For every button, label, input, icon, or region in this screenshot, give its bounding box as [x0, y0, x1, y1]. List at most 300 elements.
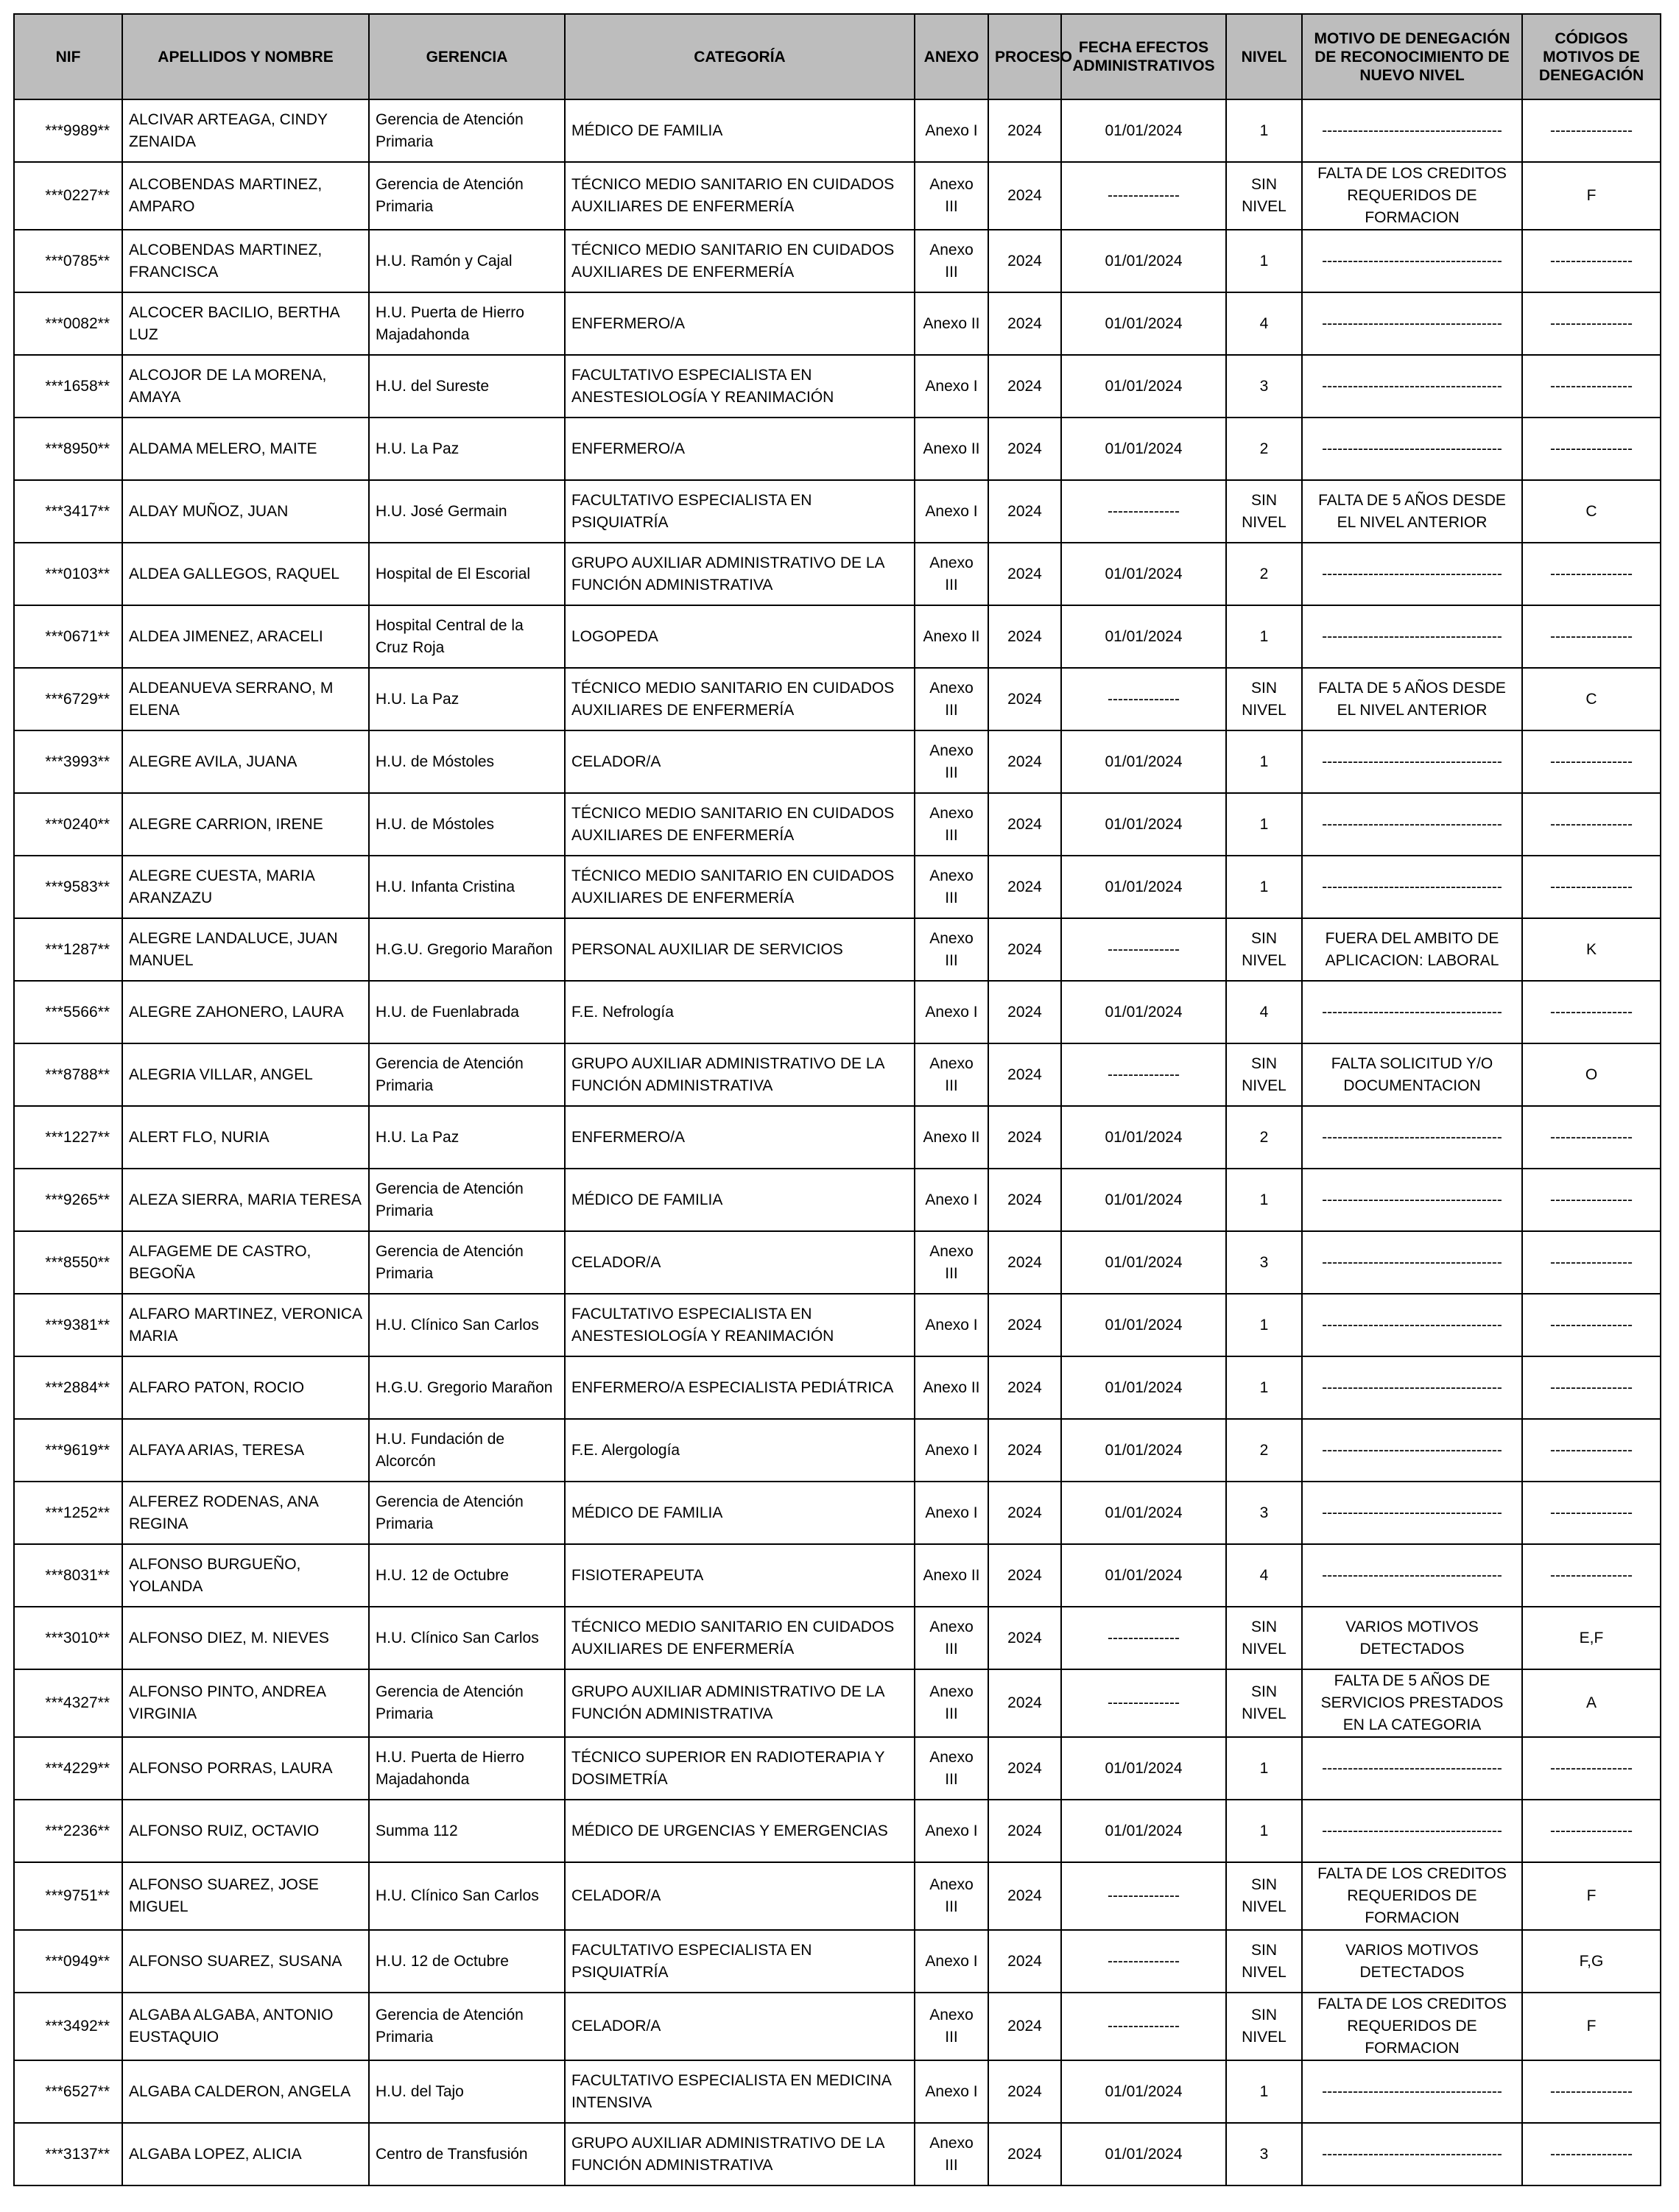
cell-anexo: Anexo III	[915, 1993, 988, 2060]
cell-codigo-motivo: ----------------	[1522, 230, 1661, 292]
header-motivo-denegacion: MOTIVO DE DENEGACIÓN DE RECONOCIMIENTO DE NUEVO NIVEL	[1302, 14, 1522, 99]
cell-nif: ***0082**	[14, 292, 122, 355]
cell-gerencia: H.U. Puerta de Hierro Majadahonda	[369, 1737, 565, 1800]
cell-categoria: MÉDICO DE URGENCIAS Y EMERGENCIAS	[565, 1800, 915, 1862]
resolution-table	[13, 13, 1661, 2186]
cell-motivo-denegacion: -----------------------------------	[1302, 730, 1522, 793]
cell-apellidos-nombre: ALFONSO BURGUEÑO, YOLANDA	[122, 1544, 369, 1607]
table-row	[14, 1993, 1661, 2060]
cell-categoria: ENFERMERO/A	[565, 292, 915, 355]
cell-motivo-denegacion: FALTA DE 5 AÑOS DE SERVICIOS PRESTADOS EN LA CATEGORIA	[1302, 1669, 1522, 1737]
cell-categoria: ENFERMERO/A	[565, 1106, 915, 1169]
cell-anexo: Anexo II	[915, 1356, 988, 1419]
table-row	[14, 1482, 1661, 1544]
cell-apellidos-nombre: ALEGRE LANDALUCE, JUAN MANUEL	[122, 918, 369, 981]
table-row	[14, 1231, 1661, 1294]
table-row	[14, 1043, 1661, 1106]
cell-gerencia: H.U. Clínico San Carlos	[369, 1294, 565, 1356]
table-row	[14, 230, 1661, 292]
cell-apellidos-nombre: ALFONSO SUAREZ, SUSANA	[122, 1930, 369, 1993]
cell-proceso: 2024	[988, 1419, 1061, 1482]
cell-anexo: Anexo III	[915, 1737, 988, 1800]
cell-apellidos-nombre: ALEGRE CARRION, IRENE	[122, 793, 369, 856]
cell-categoria: MÉDICO DE FAMILIA	[565, 1482, 915, 1544]
cell-codigo-motivo: ----------------	[1522, 981, 1661, 1043]
cell-nivel: 3	[1226, 1482, 1302, 1544]
cell-nif: ***8788**	[14, 1043, 122, 1106]
cell-anexo: Anexo III	[915, 2123, 988, 2185]
cell-gerencia: Gerencia de Atención Primaria	[369, 1482, 565, 1544]
cell-codigo-motivo: ----------------	[1522, 1800, 1661, 1862]
table-header-row	[14, 14, 1661, 99]
table-row	[14, 99, 1661, 162]
cell-nivel: 2	[1226, 543, 1302, 605]
cell-fecha-efectos: 01/01/2024	[1061, 1737, 1226, 1800]
cell-nif: ***2884**	[14, 1356, 122, 1419]
cell-gerencia: Gerencia de Atención Primaria	[369, 99, 565, 162]
cell-anexo: Anexo I	[915, 2060, 988, 2123]
cell-categoria: PERSONAL AUXILIAR DE SERVICIOS	[565, 918, 915, 981]
cell-categoria: TÉCNICO MEDIO SANITARIO EN CUIDADOS AUXILIARES DE ENFERMERÍA	[565, 230, 915, 292]
cell-nivel: SIN NIVEL	[1226, 1993, 1302, 2060]
cell-codigo-motivo: ----------------	[1522, 2060, 1661, 2123]
cell-nif: ***2236**	[14, 1800, 122, 1862]
cell-proceso: 2024	[988, 981, 1061, 1043]
cell-nif: ***0785**	[14, 230, 122, 292]
cell-gerencia: H.U. La Paz	[369, 1106, 565, 1169]
cell-categoria: FISIOTERAPEUTA	[565, 1544, 915, 1607]
cell-proceso: 2024	[988, 1930, 1061, 1993]
cell-gerencia: Gerencia de Atención Primaria	[369, 162, 565, 230]
table-row	[14, 1356, 1661, 1419]
cell-fecha-efectos: 01/01/2024	[1061, 543, 1226, 605]
cell-nivel: 3	[1226, 355, 1302, 418]
cell-motivo-denegacion: -----------------------------------	[1302, 1106, 1522, 1169]
cell-nivel: 2	[1226, 418, 1302, 480]
cell-anexo: Anexo I	[915, 355, 988, 418]
cell-proceso: 2024	[988, 1482, 1061, 1544]
table-row	[14, 1294, 1661, 1356]
cell-gerencia: H.U. de Móstoles	[369, 793, 565, 856]
table-row	[14, 1169, 1661, 1231]
cell-categoria: TÉCNICO MEDIO SANITARIO EN CUIDADOS AUXILIARES DE ENFERMERÍA	[565, 856, 915, 918]
cell-nif: ***1252**	[14, 1482, 122, 1544]
table-row	[14, 1669, 1661, 1737]
cell-anexo: Anexo III	[915, 1607, 988, 1669]
cell-nif: ***0227**	[14, 162, 122, 230]
cell-motivo-denegacion: -----------------------------------	[1302, 543, 1522, 605]
cell-categoria: FACULTATIVO ESPECIALISTA EN ANESTESIOLOGÍA Y REANIMACIÓN	[565, 1294, 915, 1356]
cell-gerencia: Hospital de El Escorial	[369, 543, 565, 605]
cell-fecha-efectos: 01/01/2024	[1061, 730, 1226, 793]
cell-fecha-efectos: 01/01/2024	[1061, 292, 1226, 355]
cell-codigo-motivo: C	[1522, 480, 1661, 543]
cell-categoria: FACULTATIVO ESPECIALISTA EN MEDICINA INTENSIVA	[565, 2060, 915, 2123]
table-row	[14, 543, 1661, 605]
cell-categoria: ENFERMERO/A	[565, 418, 915, 480]
cell-motivo-denegacion: -----------------------------------	[1302, 355, 1522, 418]
cell-gerencia: H.U. del Tajo	[369, 2060, 565, 2123]
cell-anexo: Anexo I	[915, 1800, 988, 1862]
cell-nivel: SIN NIVEL	[1226, 1669, 1302, 1737]
header-categoria: CATEGORÍA	[565, 14, 915, 99]
cell-gerencia: H.U. Ramón y Cajal	[369, 230, 565, 292]
cell-apellidos-nombre: ALEGRE ZAHONERO, LAURA	[122, 981, 369, 1043]
cell-proceso: 2024	[988, 480, 1061, 543]
cell-gerencia: Hospital Central de la Cruz Roja	[369, 605, 565, 668]
cell-categoria: TÉCNICO MEDIO SANITARIO EN CUIDADOS AUXILIARES DE ENFERMERÍA	[565, 793, 915, 856]
cell-apellidos-nombre: ALFEREZ RODENAS, ANA REGINA	[122, 1482, 369, 1544]
cell-motivo-denegacion: -----------------------------------	[1302, 1482, 1522, 1544]
cell-fecha-efectos: --------------	[1061, 668, 1226, 730]
cell-anexo: Anexo II	[915, 1544, 988, 1607]
header-nif: NIF	[14, 14, 122, 99]
cell-motivo-denegacion: -----------------------------------	[1302, 292, 1522, 355]
cell-nif: ***3993**	[14, 730, 122, 793]
cell-anexo: Anexo III	[915, 730, 988, 793]
cell-gerencia: Gerencia de Atención Primaria	[369, 1669, 565, 1737]
cell-motivo-denegacion: -----------------------------------	[1302, 605, 1522, 668]
table-row	[14, 981, 1661, 1043]
cell-nif: ***1658**	[14, 355, 122, 418]
cell-motivo-denegacion: -----------------------------------	[1302, 418, 1522, 480]
cell-fecha-efectos: --------------	[1061, 480, 1226, 543]
cell-nivel: 1	[1226, 1800, 1302, 1862]
cell-fecha-efectos: 01/01/2024	[1061, 1800, 1226, 1862]
cell-anexo: Anexo I	[915, 99, 988, 162]
table-row	[14, 856, 1661, 918]
cell-apellidos-nombre: ALGABA LOPEZ, ALICIA	[122, 2123, 369, 2185]
table-row	[14, 418, 1661, 480]
cell-proceso: 2024	[988, 856, 1061, 918]
cell-categoria: LOGOPEDA	[565, 605, 915, 668]
cell-codigo-motivo: C	[1522, 668, 1661, 730]
cell-fecha-efectos: 01/01/2024	[1061, 856, 1226, 918]
cell-motivo-denegacion: -----------------------------------	[1302, 1800, 1522, 1862]
cell-proceso: 2024	[988, 162, 1061, 230]
header-fecha-efectos: FECHA EFECTOS ADMINISTRATIVOS	[1061, 14, 1226, 99]
cell-motivo-denegacion: -----------------------------------	[1302, 1737, 1522, 1800]
cell-proceso: 2024	[988, 230, 1061, 292]
cell-fecha-efectos: 01/01/2024	[1061, 981, 1226, 1043]
cell-fecha-efectos: 01/01/2024	[1061, 793, 1226, 856]
cell-nif: ***3492**	[14, 1993, 122, 2060]
cell-codigo-motivo: K	[1522, 918, 1661, 981]
cell-categoria: GRUPO AUXILIAR ADMINISTRATIVO DE LA FUNCIÓN ADMINISTRATIVA	[565, 1043, 915, 1106]
cell-apellidos-nombre: ALCIVAR ARTEAGA, CINDY ZENAIDA	[122, 99, 369, 162]
cell-fecha-efectos: 01/01/2024	[1061, 1356, 1226, 1419]
cell-codigo-motivo: ----------------	[1522, 1356, 1661, 1419]
cell-nivel: SIN NIVEL	[1226, 480, 1302, 543]
cell-fecha-efectos: --------------	[1061, 1043, 1226, 1106]
cell-codigo-motivo: ----------------	[1522, 99, 1661, 162]
cell-fecha-efectos: --------------	[1061, 1669, 1226, 1737]
cell-motivo-denegacion: FALTA DE LOS CREDITOS REQUERIDOS DE FORMACION	[1302, 1993, 1522, 2060]
cell-anexo: Anexo III	[915, 1669, 988, 1737]
cell-fecha-efectos: --------------	[1061, 1607, 1226, 1669]
header-proceso: PROCESO	[988, 14, 1061, 99]
cell-proceso: 2024	[988, 1737, 1061, 1800]
cell-motivo-denegacion: -----------------------------------	[1302, 1231, 1522, 1294]
cell-nivel: 2	[1226, 1106, 1302, 1169]
cell-anexo: Anexo III	[915, 1862, 988, 1930]
cell-motivo-denegacion: -----------------------------------	[1302, 1294, 1522, 1356]
cell-codigo-motivo: ----------------	[1522, 856, 1661, 918]
cell-anexo: Anexo II	[915, 605, 988, 668]
cell-nivel: 4	[1226, 1544, 1302, 1607]
cell-motivo-denegacion: FALTA DE LOS CREDITOS REQUERIDOS DE FORMACION	[1302, 162, 1522, 230]
cell-categoria: CELADOR/A	[565, 1231, 915, 1294]
cell-nivel: SIN NIVEL	[1226, 1607, 1302, 1669]
cell-fecha-efectos: --------------	[1061, 918, 1226, 981]
cell-apellidos-nombre: ALCOJOR DE LA MORENA, AMAYA	[122, 355, 369, 418]
cell-categoria: FACULTATIVO ESPECIALISTA EN PSIQUIATRÍA	[565, 1930, 915, 1993]
cell-motivo-denegacion: -----------------------------------	[1302, 230, 1522, 292]
cell-nif: ***8550**	[14, 1231, 122, 1294]
table-row	[14, 1544, 1661, 1607]
cell-apellidos-nombre: ALDEA GALLEGOS, RAQUEL	[122, 543, 369, 605]
cell-fecha-efectos: 01/01/2024	[1061, 1231, 1226, 1294]
table-row	[14, 355, 1661, 418]
cell-apellidos-nombre: ALFARO MARTINEZ, VERONICA MARIA	[122, 1294, 369, 1356]
cell-proceso: 2024	[988, 1356, 1061, 1419]
cell-fecha-efectos: --------------	[1061, 162, 1226, 230]
cell-proceso: 2024	[988, 2123, 1061, 2185]
table-row	[14, 1419, 1661, 1482]
cell-proceso: 2024	[988, 668, 1061, 730]
cell-nivel: 1	[1226, 230, 1302, 292]
cell-anexo: Anexo III	[915, 230, 988, 292]
cell-motivo-denegacion: -----------------------------------	[1302, 1356, 1522, 1419]
cell-anexo: Anexo I	[915, 1482, 988, 1544]
cell-apellidos-nombre: ALFONSO RUIZ, OCTAVIO	[122, 1800, 369, 1862]
cell-nivel: SIN NIVEL	[1226, 162, 1302, 230]
cell-codigo-motivo: ----------------	[1522, 1544, 1661, 1607]
cell-codigo-motivo: F	[1522, 162, 1661, 230]
cell-gerencia: H.U. Fundación de Alcorcón	[369, 1419, 565, 1482]
header-apellidos-nombre: APELLIDOS Y NOMBRE	[122, 14, 369, 99]
cell-categoria: TÉCNICO MEDIO SANITARIO EN CUIDADOS AUXILIARES DE ENFERMERÍA	[565, 1607, 915, 1669]
cell-codigo-motivo: ----------------	[1522, 543, 1661, 605]
cell-nif: ***3417**	[14, 480, 122, 543]
cell-categoria: MÉDICO DE FAMILIA	[565, 1169, 915, 1231]
cell-nif: ***0671**	[14, 605, 122, 668]
cell-gerencia: Gerencia de Atención Primaria	[369, 1993, 565, 2060]
cell-fecha-efectos: 01/01/2024	[1061, 1169, 1226, 1231]
cell-anexo: Anexo III	[915, 543, 988, 605]
cell-anexo: Anexo III	[915, 668, 988, 730]
cell-proceso: 2024	[988, 1993, 1061, 2060]
cell-categoria: TÉCNICO SUPERIOR EN RADIOTERAPIA Y DOSIMETRÍA	[565, 1737, 915, 1800]
cell-motivo-denegacion: -----------------------------------	[1302, 856, 1522, 918]
cell-codigo-motivo: A	[1522, 1669, 1661, 1737]
table-row	[14, 730, 1661, 793]
cell-apellidos-nombre: ALFONSO PINTO, ANDREA VIRGINIA	[122, 1669, 369, 1737]
cell-anexo: Anexo II	[915, 418, 988, 480]
cell-nivel: 3	[1226, 1231, 1302, 1294]
cell-motivo-denegacion: -----------------------------------	[1302, 2123, 1522, 2185]
cell-nivel: 4	[1226, 292, 1302, 355]
cell-nivel: 3	[1226, 2123, 1302, 2185]
header-gerencia: GERENCIA	[369, 14, 565, 99]
cell-codigo-motivo: F	[1522, 1862, 1661, 1930]
cell-apellidos-nombre: ALEZA SIERRA, MARIA TERESA	[122, 1169, 369, 1231]
cell-motivo-denegacion: -----------------------------------	[1302, 981, 1522, 1043]
cell-motivo-denegacion: FALTA DE LOS CREDITOS REQUERIDOS DE FORMACION	[1302, 1862, 1522, 1930]
cell-nif: ***5566**	[14, 981, 122, 1043]
cell-gerencia: H.U. José Germain	[369, 480, 565, 543]
cell-codigo-motivo: ----------------	[1522, 1737, 1661, 1800]
cell-fecha-efectos: --------------	[1061, 1862, 1226, 1930]
cell-apellidos-nombre: ALEGRE AVILA, JUANA	[122, 730, 369, 793]
cell-gerencia: Gerencia de Atención Primaria	[369, 1169, 565, 1231]
cell-categoria: FACULTATIVO ESPECIALISTA EN ANESTESIOLOGÍA Y REANIMACIÓN	[565, 355, 915, 418]
table-row	[14, 918, 1661, 981]
cell-fecha-efectos: 01/01/2024	[1061, 355, 1226, 418]
cell-nif: ***8950**	[14, 418, 122, 480]
cell-motivo-denegacion: -----------------------------------	[1302, 793, 1522, 856]
cell-gerencia: H.U. de Móstoles	[369, 730, 565, 793]
cell-apellidos-nombre: ALEGRIA VILLAR, ANGEL	[122, 1043, 369, 1106]
cell-proceso: 2024	[988, 918, 1061, 981]
cell-apellidos-nombre: ALEGRE CUESTA, MARIA ARANZAZU	[122, 856, 369, 918]
document-page	[13, 13, 1660, 2186]
cell-motivo-denegacion: FUERA DEL AMBITO DE APLICACION: LABORAL	[1302, 918, 1522, 981]
cell-gerencia: H.U. 12 de Octubre	[369, 1544, 565, 1607]
cell-nivel: 1	[1226, 856, 1302, 918]
cell-codigo-motivo: ----------------	[1522, 1294, 1661, 1356]
cell-nif: ***3010**	[14, 1607, 122, 1669]
cell-proceso: 2024	[988, 2060, 1061, 2123]
cell-gerencia: H.U. de Fuenlabrada	[369, 981, 565, 1043]
cell-proceso: 2024	[988, 1231, 1061, 1294]
cell-proceso: 2024	[988, 605, 1061, 668]
cell-gerencia: Centro de Transfusión	[369, 2123, 565, 2185]
cell-motivo-denegacion: -----------------------------------	[1302, 1419, 1522, 1482]
table-row	[14, 1930, 1661, 1993]
cell-nif: ***9989**	[14, 99, 122, 162]
cell-apellidos-nombre: ALERT FLO, NURIA	[122, 1106, 369, 1169]
cell-codigo-motivo: ----------------	[1522, 605, 1661, 668]
cell-nivel: 1	[1226, 1356, 1302, 1419]
cell-codigo-motivo: ----------------	[1522, 1231, 1661, 1294]
cell-apellidos-nombre: ALFONSO DIEZ, M. NIEVES	[122, 1607, 369, 1669]
cell-proceso: 2024	[988, 1106, 1061, 1169]
cell-anexo: Anexo I	[915, 1294, 988, 1356]
cell-nivel: 1	[1226, 1737, 1302, 1800]
cell-nif: ***6527**	[14, 2060, 122, 2123]
cell-fecha-efectos: 01/01/2024	[1061, 230, 1226, 292]
cell-apellidos-nombre: ALFARO PATON, ROCIO	[122, 1356, 369, 1419]
cell-motivo-denegacion: -----------------------------------	[1302, 99, 1522, 162]
cell-anexo: Anexo I	[915, 1930, 988, 1993]
header-anexo: ANEXO	[915, 14, 988, 99]
table-row	[14, 1607, 1661, 1669]
cell-proceso: 2024	[988, 1169, 1061, 1231]
cell-proceso: 2024	[988, 355, 1061, 418]
cell-fecha-efectos: 01/01/2024	[1061, 1294, 1226, 1356]
cell-categoria: FACULTATIVO ESPECIALISTA EN PSIQUIATRÍA	[565, 480, 915, 543]
cell-gerencia: Summa 112	[369, 1800, 565, 1862]
table-row	[14, 793, 1661, 856]
cell-anexo: Anexo I	[915, 1169, 988, 1231]
cell-codigo-motivo: ----------------	[1522, 1169, 1661, 1231]
table-body	[14, 99, 1661, 2185]
cell-codigo-motivo: F,G	[1522, 1930, 1661, 1993]
header-nivel: NIVEL	[1226, 14, 1302, 99]
cell-codigo-motivo: ----------------	[1522, 2123, 1661, 2185]
header-codigos-motivos: CÓDIGOS MOTIVOS DE DENEGACIÓN	[1522, 14, 1661, 99]
cell-motivo-denegacion: FALTA SOLICITUD Y/O DOCUMENTACION	[1302, 1043, 1522, 1106]
cell-fecha-efectos: 01/01/2024	[1061, 1482, 1226, 1544]
cell-proceso: 2024	[988, 1800, 1061, 1862]
cell-gerencia: H.U. Infanta Cristina	[369, 856, 565, 918]
cell-codigo-motivo: F	[1522, 1993, 1661, 2060]
table-row	[14, 1862, 1661, 1930]
table-row	[14, 2123, 1661, 2185]
cell-anexo: Anexo II	[915, 1106, 988, 1169]
cell-nivel: 1	[1226, 793, 1302, 856]
cell-codigo-motivo: ----------------	[1522, 292, 1661, 355]
cell-proceso: 2024	[988, 1544, 1061, 1607]
cell-nivel: 1	[1226, 730, 1302, 793]
cell-categoria: CELADOR/A	[565, 1862, 915, 1930]
cell-proceso: 2024	[988, 730, 1061, 793]
table-row	[14, 1106, 1661, 1169]
cell-anexo: Anexo III	[915, 918, 988, 981]
cell-anexo: Anexo III	[915, 162, 988, 230]
cell-apellidos-nombre: ALGABA ALGABA, ANTONIO EUSTAQUIO	[122, 1993, 369, 2060]
cell-categoria: F.E. Alergología	[565, 1419, 915, 1482]
cell-gerencia: H.U. del Sureste	[369, 355, 565, 418]
cell-proceso: 2024	[988, 99, 1061, 162]
cell-nif: ***0240**	[14, 793, 122, 856]
cell-codigo-motivo: ----------------	[1522, 793, 1661, 856]
cell-categoria: TÉCNICO MEDIO SANITARIO EN CUIDADOS AUXILIARES DE ENFERMERÍA	[565, 668, 915, 730]
cell-nivel: 1	[1226, 1169, 1302, 1231]
cell-codigo-motivo: ----------------	[1522, 355, 1661, 418]
cell-anexo: Anexo I	[915, 1419, 988, 1482]
cell-anexo: Anexo I	[915, 981, 988, 1043]
cell-proceso: 2024	[988, 292, 1061, 355]
cell-apellidos-nombre: ALCOCER BACILIO, BERTHA LUZ	[122, 292, 369, 355]
cell-apellidos-nombre: ALDEA JIMENEZ, ARACELI	[122, 605, 369, 668]
cell-nif: ***1227**	[14, 1106, 122, 1169]
cell-apellidos-nombre: ALDAY MUÑOZ, JUAN	[122, 480, 369, 543]
cell-gerencia: Gerencia de Atención Primaria	[369, 1043, 565, 1106]
cell-codigo-motivo: ----------------	[1522, 1419, 1661, 1482]
cell-apellidos-nombre: ALCOBENDAS MARTINEZ, AMPARO	[122, 162, 369, 230]
cell-categoria: F.E. Nefrología	[565, 981, 915, 1043]
cell-proceso: 2024	[988, 1294, 1061, 1356]
cell-categoria: TÉCNICO MEDIO SANITARIO EN CUIDADOS AUXILIARES DE ENFERMERÍA	[565, 162, 915, 230]
cell-anexo: Anexo III	[915, 1231, 988, 1294]
cell-gerencia: H.G.U. Gregorio Marañon	[369, 918, 565, 981]
cell-gerencia: H.U. Clínico San Carlos	[369, 1607, 565, 1669]
cell-apellidos-nombre: ALDAMA MELERO, MAITE	[122, 418, 369, 480]
table-row	[14, 162, 1661, 230]
cell-anexo: Anexo III	[915, 1043, 988, 1106]
cell-nivel: 1	[1226, 99, 1302, 162]
cell-codigo-motivo: ----------------	[1522, 1482, 1661, 1544]
cell-fecha-efectos: 01/01/2024	[1061, 605, 1226, 668]
cell-apellidos-nombre: ALFAYA ARIAS, TERESA	[122, 1419, 369, 1482]
table-row	[14, 2060, 1661, 2123]
table-row	[14, 1800, 1661, 1862]
cell-nivel: SIN NIVEL	[1226, 668, 1302, 730]
cell-proceso: 2024	[988, 1043, 1061, 1106]
cell-nivel: 1	[1226, 1294, 1302, 1356]
